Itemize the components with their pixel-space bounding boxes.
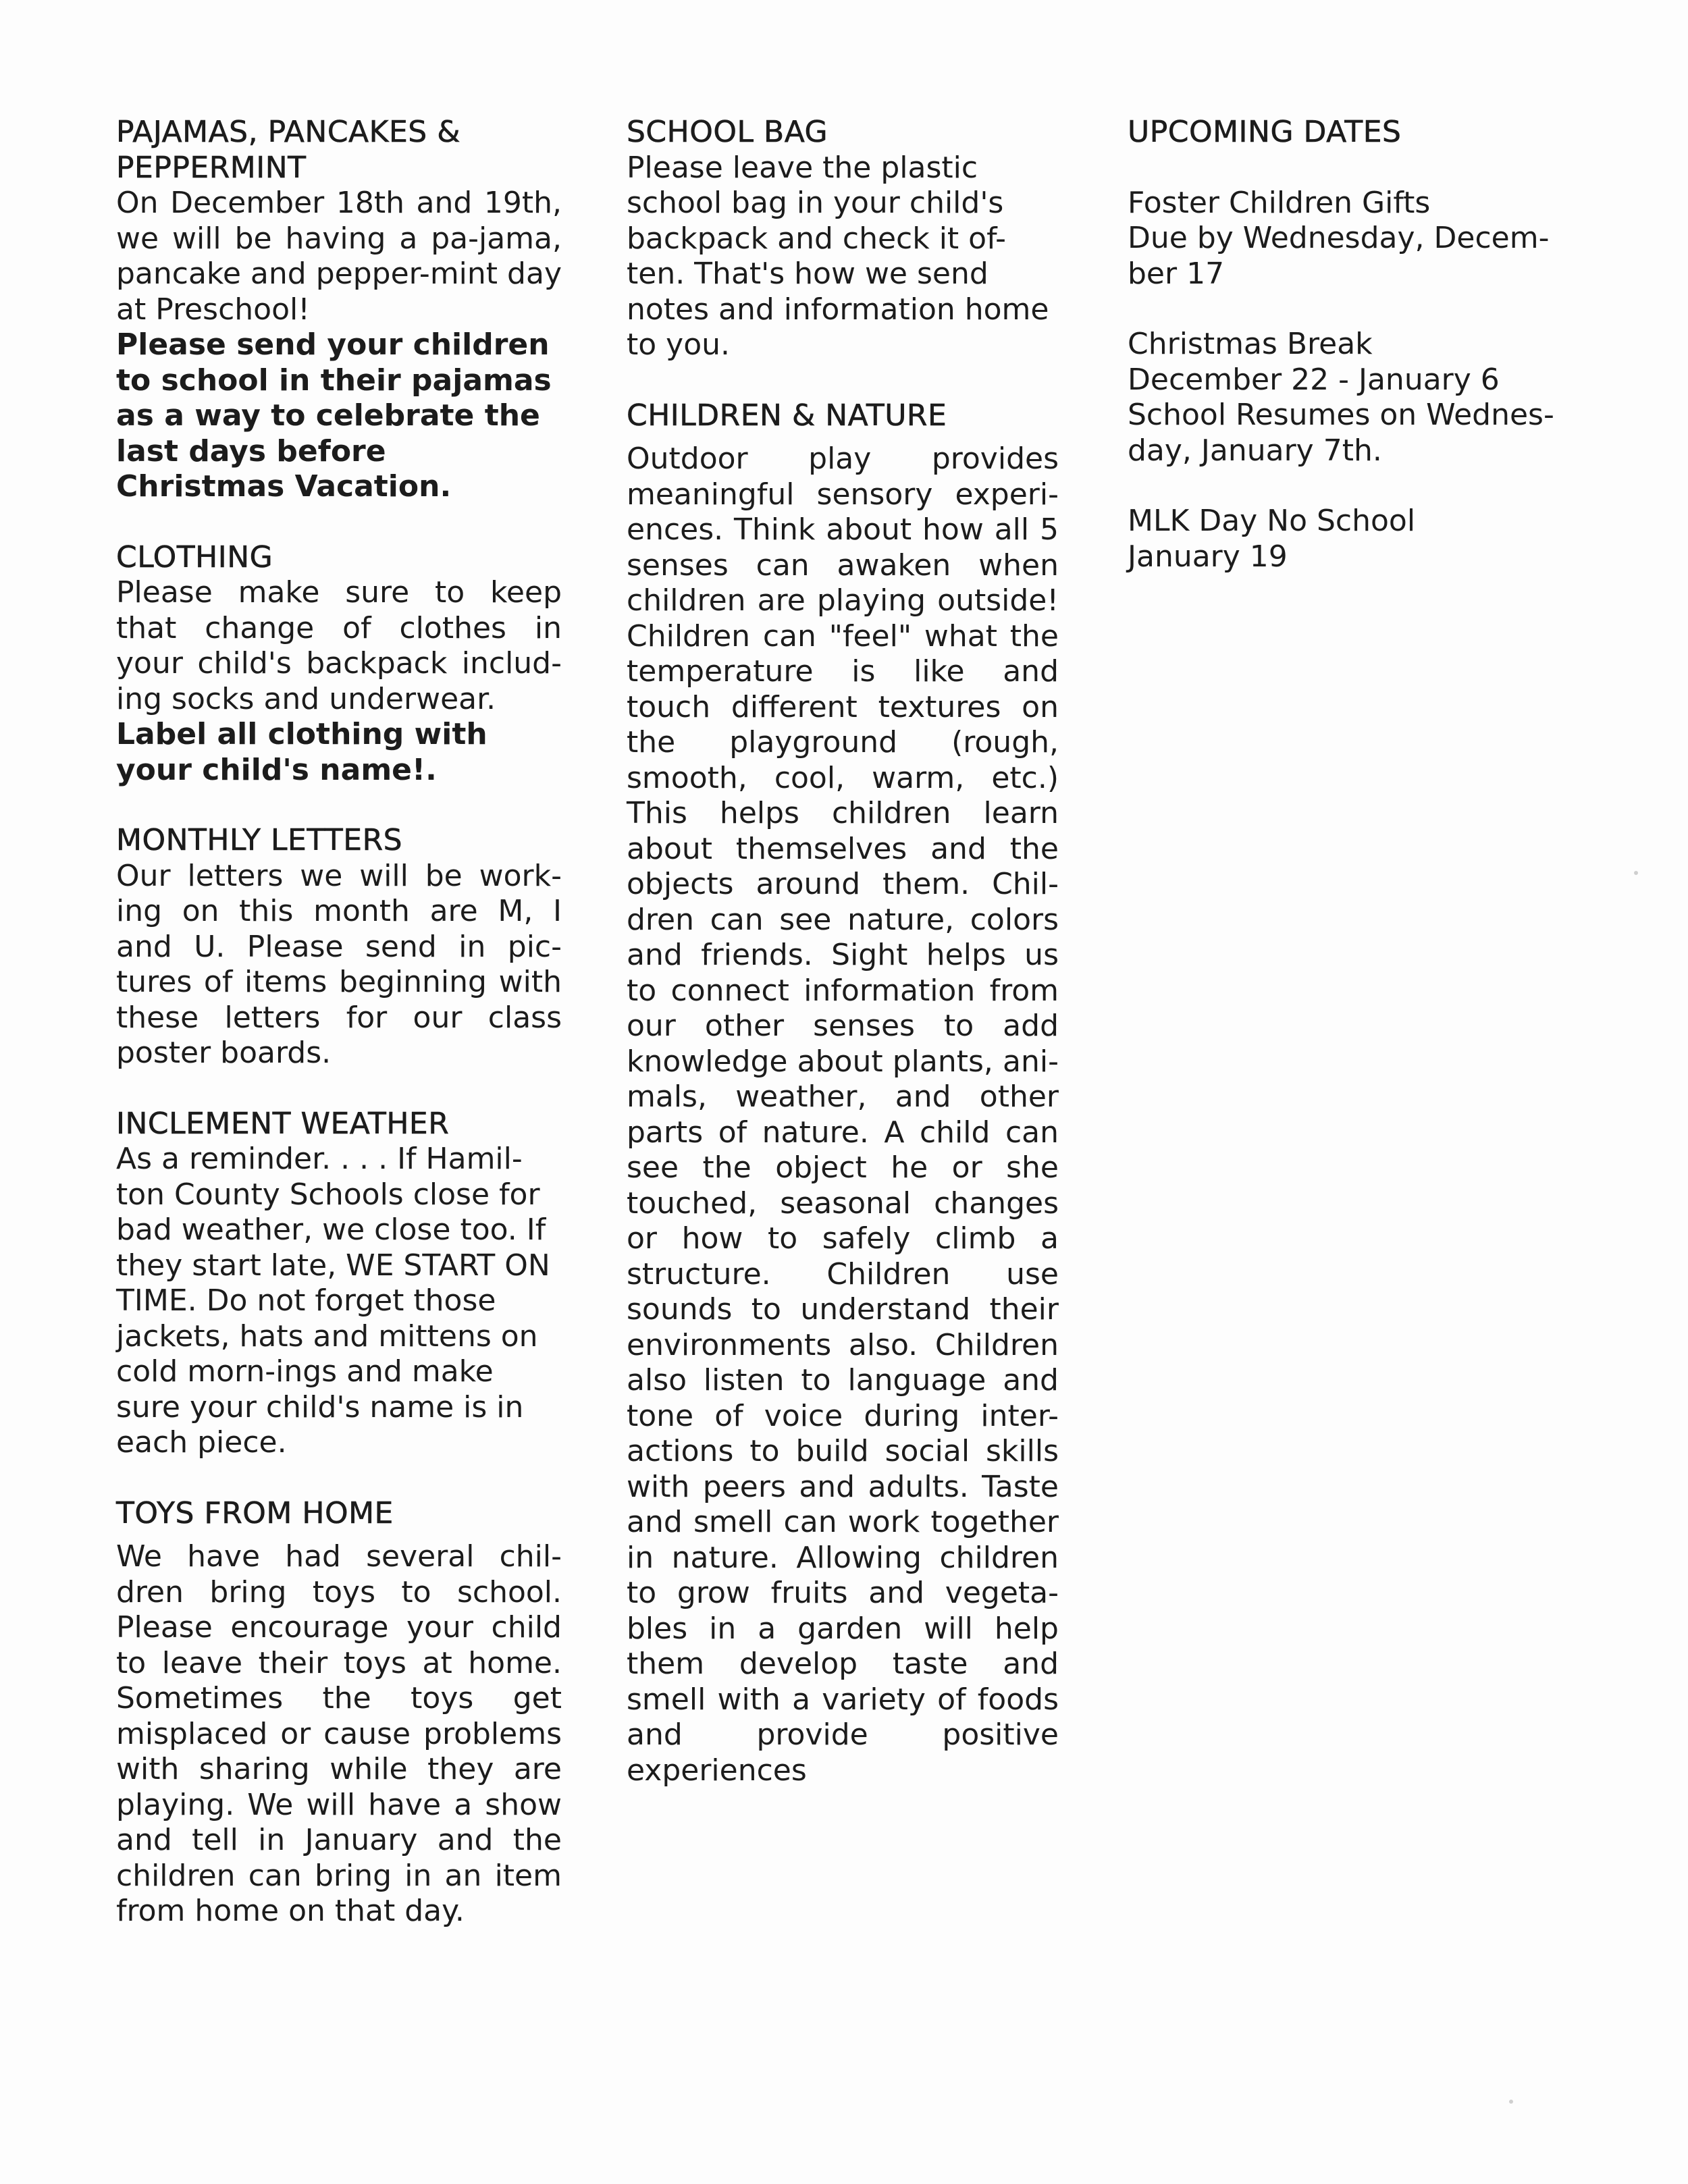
left-column: [116, 115, 562, 1965]
monthly-letters-heading: MONTHLY LETTERS: [116, 823, 403, 857]
scan-speck: [1634, 871, 1638, 875]
pajamas-body: On December 18th and 19th, we will be having a pa-jama, pancake and pepper-mint day at Preschool!: [116, 186, 562, 327]
toys-heading: TOYS FROM HOME: [116, 1495, 394, 1530]
inclement-weather-section: [116, 1107, 562, 1461]
date-line: Christmas Break: [1128, 327, 1373, 361]
monthly-letters-text: Our letters we will be work-ing on this month are M, I and U. Please send in pic-tures of items beginning with these letters for our class poster boards.: [116, 858, 562, 1070]
school-bag-text: Please leave the plastic school bag in your child's backpack and check it of-ten. That's how we send notes and information home to you.: [627, 150, 1049, 362]
scan-speck: [1509, 2100, 1513, 2104]
school-bag-section: [627, 115, 1059, 363]
date-line: January 19: [1128, 539, 1288, 574]
children-nature-section: [627, 398, 1059, 1789]
date-line: Foster Children Gifts: [1128, 185, 1431, 220]
date-line: Due by Wednesday, Decem-ber 17: [1128, 221, 1550, 291]
toys-section: [116, 1496, 562, 1929]
clothing-text: [116, 575, 562, 788]
inclement-weather-text: As a reminder. . . . If Hamil-ton County Schools close for bad weather, we close too. If they start late, WE START ON TIME. Do not forget those jackets, hats and mittens on cold morn-ings and make sure your child's name is in each piece.: [116, 1142, 550, 1460]
pajamas-heading: PAJAMAS, PANCAKES & PEPPERMINT: [116, 115, 461, 185]
upcoming-dates-heading: UPCOMING DATES: [1128, 115, 1402, 149]
clothing-section: [116, 540, 562, 789]
children-nature-heading: CHILDREN & NATURE: [627, 398, 947, 433]
pajamas-section: [116, 115, 562, 505]
date-item: [1128, 186, 1566, 292]
middle-column: [627, 115, 1059, 1823]
pajamas-emphasis: Please send your children to school in their pajamas as a way to celebrate the last days before Christmas Vacation.: [116, 327, 552, 504]
clothing-emphasis: Label all clothing with your child's name!.: [116, 717, 487, 787]
children-nature-text: Outdoor play provides meaningful sensory experi-ences. Think about how all 5 senses can awaken when children are playing outside! Children can "feel" what the temperature is like and touch different textures on the playground (rough, smooth, cool, warm, etc.) This helps children learn about themselves and the objects around them. Chil-dren can see nature, colors and friends. Sight helps us to connect information from our other senses to add knowledge about plants, ani-mals, weather, and other parts of nature. A child can see the object he or she touched, seasonal changes or how to safely climb a structure. Children use sounds to understand their environments also. Children also listen to language and tone of voice during inter-actions to build social skills with peers and adults. Taste and smell can work together in nature. Allowing children to grow fruits and vegeta-bles in a garden will help them develop taste and smell with a variety of foods and provide positive experiences: [627, 442, 1059, 1788]
clothing-body: Please make sure to keep that change of clothes in your child's backpack includ-ing socks and underwear.: [116, 575, 562, 716]
inclement-weather-heading: INCLEMENT WEATHER: [116, 1106, 450, 1141]
date-item: [1128, 504, 1566, 575]
date-line: School Resumes on Wednes-day, January 7th.: [1128, 398, 1554, 468]
clothing-heading: CLOTHING: [116, 539, 273, 575]
right-column: [1128, 115, 1566, 610]
date-item: [1128, 327, 1566, 469]
date-line: MLK Day No School: [1128, 504, 1416, 538]
date-line: December 22 - January 6: [1128, 362, 1500, 397]
monthly-letters-section: [116, 823, 562, 1071]
school-bag-heading: SCHOOL BAG: [627, 115, 828, 149]
toys-text: We have had several chil-dren bring toys to school. Please encourage your child to leave their toys at home. Sometimes the toys get misplaced or cause problems with sharing while they are playing. We will have a show and tell in January and the children can bring in an item from home on that day.: [116, 1539, 562, 1928]
pajamas-text: [116, 186, 562, 505]
